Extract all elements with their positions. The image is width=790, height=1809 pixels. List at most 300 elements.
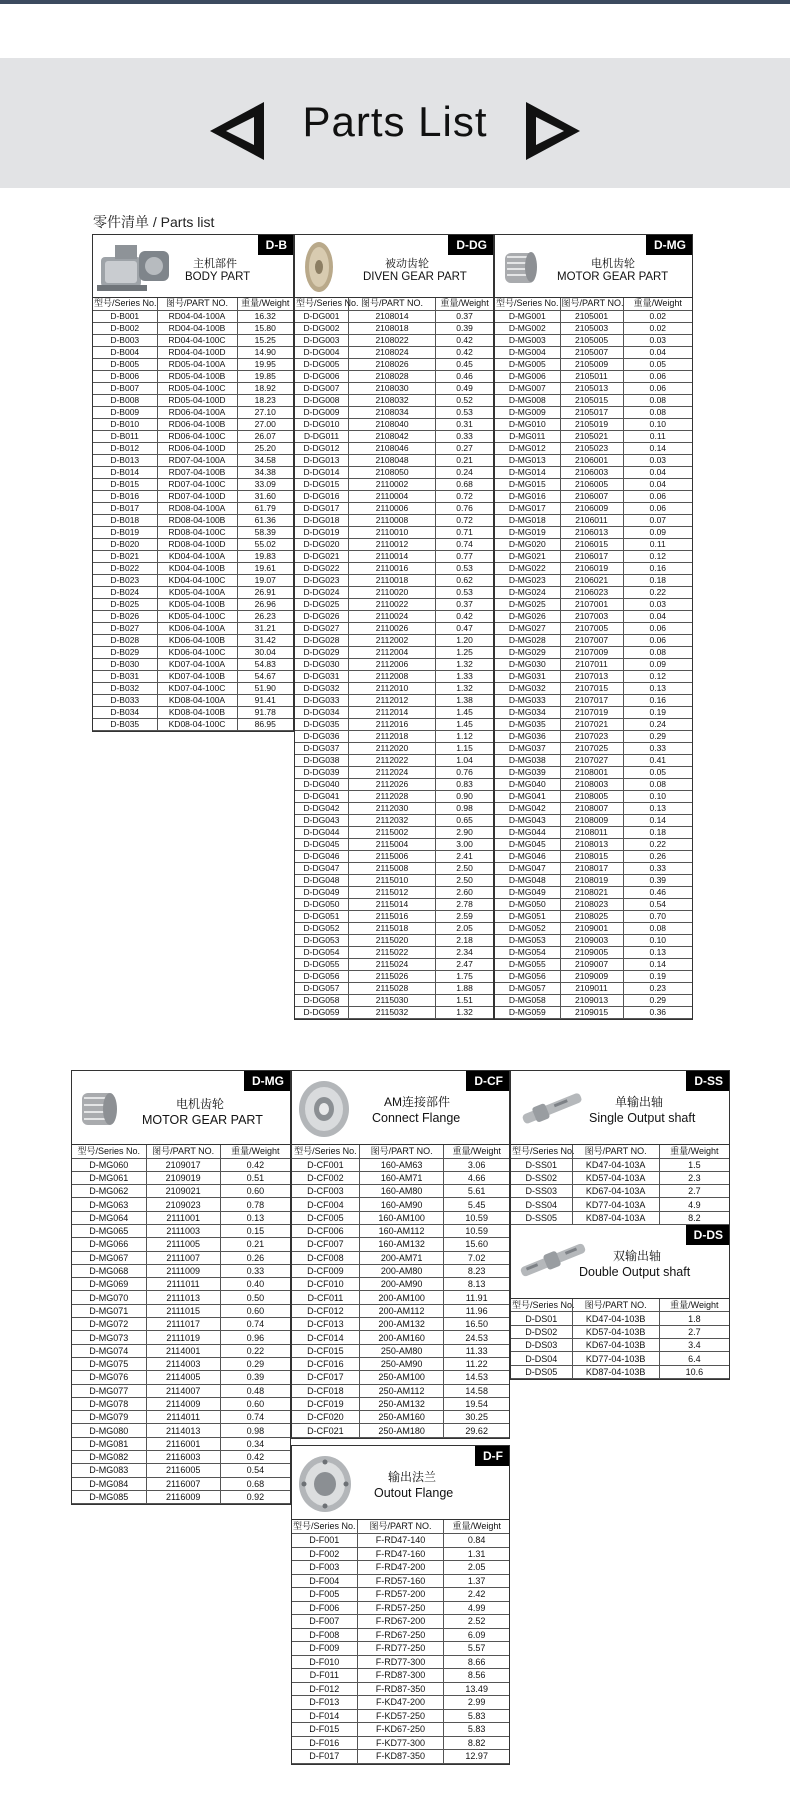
series-no-cell: D-B016	[93, 490, 157, 502]
series-no-cell: D-DG020	[295, 538, 348, 550]
panel-header	[511, 1071, 729, 1145]
weight-cell: 5.83	[444, 1723, 509, 1737]
table-row	[93, 478, 293, 490]
series-no-cell: D-CF014	[292, 1331, 359, 1344]
weight-cell: 0.02	[623, 322, 692, 334]
table-row	[511, 1198, 729, 1211]
part-no-cell: 2106015	[560, 538, 623, 550]
weight-cell: 0.92	[220, 1490, 290, 1503]
series-no-cell: D-MG017	[495, 502, 560, 514]
part-no-cell: 2107001	[560, 598, 623, 610]
weight-cell: 18.92	[237, 382, 293, 394]
part-no-cell: 2115030	[348, 994, 435, 1006]
series-no-cell: D-DG003	[295, 334, 348, 346]
table-row	[292, 1224, 509, 1237]
series-no-cell: D-MG061	[72, 1171, 146, 1184]
series-no-cell: D-CF007	[292, 1238, 359, 1251]
part-no-cell: 2112018	[348, 730, 435, 742]
series-no-cell: D-MG065	[72, 1224, 146, 1237]
weight-cell: 61.36	[237, 514, 293, 526]
table-row	[93, 706, 293, 718]
part-no-cell: RD06-04-100A	[157, 406, 237, 418]
series-no-cell: D-DS05	[511, 1365, 572, 1378]
part-no-cell: KD87-04-103B	[572, 1365, 659, 1378]
table-row	[295, 946, 493, 958]
panel-tag: D-SS	[686, 1071, 729, 1091]
part-no-cell: 2107005	[560, 622, 623, 634]
series-no-cell: D-B026	[93, 610, 157, 622]
part-no-cell: 2115018	[348, 922, 435, 934]
part-no-cell: RD06-04-100C	[157, 430, 237, 442]
weight-cell: 0.39	[623, 874, 692, 886]
series-no-cell: D-MG077	[72, 1384, 146, 1397]
series-no-cell: D-MG028	[495, 634, 560, 646]
series-no-cell: D-CF006	[292, 1224, 359, 1237]
table-row	[495, 718, 692, 730]
part-no-cell: KD05-04-100B	[157, 598, 237, 610]
series-no-cell: D-SS02	[511, 1171, 572, 1184]
part-no-cell: 2112026	[348, 778, 435, 790]
series-no-cell: D-MG047	[495, 862, 560, 874]
table-row	[72, 1490, 290, 1503]
weight-cell: 0.26	[623, 850, 692, 862]
weight-cell: 0.37	[436, 310, 493, 322]
series-no-cell: D-MG042	[495, 802, 560, 814]
series-no-cell: D-CF020	[292, 1411, 359, 1424]
series-no-cell: D-DG058	[295, 994, 348, 1006]
table-row	[495, 406, 692, 418]
weight-cell: 25.20	[237, 442, 293, 454]
table-row	[495, 562, 692, 574]
series-no-cell: D-MG029	[495, 646, 560, 658]
table-row	[93, 586, 293, 598]
panel-title-cn: 双输出轴	[613, 1248, 662, 1263]
series-no-cell: D-F017	[292, 1750, 357, 1764]
motor-gear-icon	[501, 245, 543, 289]
table-row	[93, 370, 293, 382]
table-row	[511, 1171, 729, 1184]
part-no-cell: 2109017	[146, 1158, 220, 1171]
series-no-cell: D-B033	[93, 694, 157, 706]
weight-cell: 19.95	[237, 358, 293, 370]
single-shaft-icon	[515, 1085, 591, 1131]
panel-driven-gear	[294, 234, 494, 1020]
table-row	[93, 634, 293, 646]
col-weight-header: 重量/Weight	[444, 1520, 509, 1534]
table-row	[295, 574, 493, 586]
weight-cell: 0.77	[436, 550, 493, 562]
table-row	[295, 718, 493, 730]
weight-cell: 3.4	[659, 1339, 729, 1352]
series-no-cell: D-DG014	[295, 466, 348, 478]
arrow-right-icon	[524, 100, 582, 162]
table-row	[495, 838, 692, 850]
table-row	[495, 358, 692, 370]
part-no-cell: 2105013	[560, 382, 623, 394]
weight-cell: 0.90	[436, 790, 493, 802]
part-no-cell: 2110006	[348, 502, 435, 514]
title-banner	[0, 58, 790, 188]
table-row	[495, 634, 692, 646]
series-no-cell: D-DG001	[295, 310, 348, 322]
series-no-cell: D-DS04	[511, 1352, 572, 1365]
weight-cell: 4.99	[444, 1601, 509, 1615]
weight-cell: 51.90	[237, 682, 293, 694]
col-part-header: 图号/PART NO.	[561, 298, 624, 309]
series-no-cell: D-DG052	[295, 922, 348, 934]
series-no-cell: D-CF017	[292, 1371, 359, 1384]
weight-cell: 86.95	[237, 718, 293, 730]
weight-cell: 0.76	[436, 502, 493, 514]
table-row	[93, 562, 293, 574]
col-part-header: 图号/PART NO.	[157, 298, 237, 310]
part-no-cell: RD07-04-100A	[157, 454, 237, 466]
part-no-cell: 2112012	[348, 694, 435, 706]
table-row	[93, 658, 293, 670]
part-no-cell: KD67-04-103A	[572, 1185, 659, 1198]
series-no-cell: D-B029	[93, 646, 157, 658]
part-no-cell: 2108007	[560, 802, 623, 814]
table-row	[495, 382, 692, 394]
table-row	[292, 1574, 509, 1588]
part-no-cell: 2110008	[348, 514, 435, 526]
table-row	[72, 1331, 290, 1344]
weight-cell: 0.04	[623, 346, 692, 358]
table-row	[295, 538, 493, 550]
weight-cell: 0.42	[220, 1451, 290, 1464]
series-no-cell: D-CF008	[292, 1251, 359, 1264]
table-row	[495, 958, 692, 970]
table-row	[295, 382, 493, 394]
table-row	[495, 922, 692, 934]
weight-cell: 0.33	[623, 862, 692, 874]
part-no-cell: 2106009	[560, 502, 623, 514]
series-no-cell: D-MG050	[495, 898, 560, 910]
weight-cell: 0.06	[623, 490, 692, 502]
part-no-cell: F-RD67-200	[357, 1615, 444, 1629]
weight-cell: 0.60	[220, 1397, 290, 1410]
panel-title-en: Single Output shaft	[589, 1111, 696, 1125]
weight-cell: 0.62	[436, 574, 493, 586]
series-no-cell: D-SS04	[511, 1198, 572, 1211]
table-row	[495, 1006, 692, 1018]
part-no-cell: F-RD77-300	[357, 1655, 444, 1669]
table-row	[511, 1325, 729, 1338]
part-no-cell: 2108034	[348, 406, 435, 418]
table-row	[292, 1642, 509, 1656]
series-no-cell: D-B005	[93, 358, 157, 370]
series-no-cell: D-DG004	[295, 346, 348, 358]
part-no-cell: 2107021	[560, 718, 623, 730]
weight-cell: 0.11	[623, 538, 692, 550]
part-no-cell: 160-AM100	[359, 1211, 444, 1224]
table-row	[495, 658, 692, 670]
table-row	[93, 502, 293, 514]
table-row	[292, 1397, 509, 1410]
weight-cell: 0.33	[623, 742, 692, 754]
series-no-cell: D-CF021	[292, 1424, 359, 1437]
table-row	[295, 394, 493, 406]
table-row	[495, 622, 692, 634]
table-row	[93, 694, 293, 706]
weight-cell: 2.42	[444, 1588, 509, 1602]
table-row	[511, 1352, 729, 1365]
series-no-cell: D-MG071	[72, 1304, 146, 1317]
table-row	[93, 574, 293, 586]
weight-cell: 19.83	[237, 550, 293, 562]
weight-cell: 0.24	[436, 466, 493, 478]
series-no-cell: D-MG044	[495, 826, 560, 838]
part-no-cell: KD08-04-100A	[157, 694, 237, 706]
series-no-cell: D-MG063	[72, 1198, 146, 1211]
panel-output-flange	[291, 1445, 510, 1765]
series-no-cell: D-CF015	[292, 1344, 359, 1357]
table-row	[511, 1158, 729, 1171]
series-no-cell: D-DS02	[511, 1325, 572, 1338]
table-row	[295, 814, 493, 826]
panel-title-en: Double Output shaft	[579, 1264, 691, 1279]
part-no-cell: 2110020	[348, 586, 435, 598]
weight-cell: 24.53	[444, 1331, 509, 1344]
part-no-cell: 2112006	[348, 658, 435, 670]
col-series-header: 型号/Series No.	[292, 1520, 357, 1534]
weight-cell: 0.03	[623, 334, 692, 346]
section-subtitle: 零件清单 / Parts list	[93, 214, 215, 230]
table-row	[295, 442, 493, 454]
table-row	[93, 598, 293, 610]
weight-cell: 15.80	[237, 322, 293, 334]
part-no-cell: 2110002	[348, 478, 435, 490]
weight-cell: 2.3	[659, 1171, 729, 1184]
table-row	[295, 778, 493, 790]
series-no-cell: D-MG005	[495, 358, 560, 370]
weight-cell: 0.13	[623, 946, 692, 958]
table-row	[495, 670, 692, 682]
series-no-cell: D-F005	[292, 1588, 357, 1602]
series-no-cell: D-DG016	[295, 490, 348, 502]
weight-cell: 0.37	[436, 598, 493, 610]
part-no-cell: KD67-04-103B	[572, 1339, 659, 1352]
part-no-cell: RD05-04-100A	[157, 358, 237, 370]
weight-cell: 58.39	[237, 526, 293, 538]
col-weight-header: 重量/Weight	[623, 298, 692, 310]
col-part-header: 图号/PART NO.	[572, 1145, 659, 1158]
table-row	[495, 538, 692, 550]
table-row	[495, 946, 692, 958]
part-no-cell: 250-AM132	[359, 1397, 444, 1410]
weight-cell: 0.36	[623, 1006, 692, 1018]
series-no-cell: D-DG008	[295, 394, 348, 406]
part-no-cell: 2108048	[348, 454, 435, 466]
series-no-cell: D-B010	[93, 418, 157, 430]
part-no-cell: KD57-04-103A	[572, 1171, 659, 1184]
part-no-cell: 2114013	[146, 1424, 220, 1437]
panel-title-en: MOTOR GEAR PART	[142, 1113, 263, 1127]
part-no-cell: 2106019	[560, 562, 623, 574]
part-no-cell: 2115022	[348, 946, 435, 958]
weight-cell: 1.31	[444, 1547, 509, 1561]
series-no-cell: D-DG026	[295, 610, 348, 622]
table-row	[72, 1251, 290, 1264]
table-row	[72, 1171, 290, 1184]
table-row	[495, 898, 692, 910]
weight-cell: 8.66	[444, 1655, 509, 1669]
table-row	[295, 634, 493, 646]
table-row	[93, 454, 293, 466]
weight-cell: 2.52	[444, 1615, 509, 1629]
series-no-cell: D-MG036	[495, 730, 560, 742]
series-no-cell: D-SS05	[511, 1211, 572, 1224]
part-no-cell: 2109015	[560, 1006, 623, 1018]
part-no-cell: F-KD47-200	[357, 1696, 444, 1710]
table-row	[295, 322, 493, 334]
panel-title-cn: 电机齿轮	[176, 1097, 225, 1111]
weight-cell: 0.39	[220, 1371, 290, 1384]
table-row	[495, 586, 692, 598]
table-row	[93, 622, 293, 634]
weight-cell: 2.60	[436, 886, 493, 898]
panel-title-cn: 单输出轴	[615, 1095, 664, 1109]
parts-table	[511, 1145, 729, 1225]
part-no-cell: 160-AM90	[359, 1198, 444, 1211]
series-no-cell: D-MG074	[72, 1344, 146, 1357]
panel-header	[292, 1446, 509, 1520]
table-row	[495, 610, 692, 622]
part-no-cell: KD47-04-103B	[572, 1312, 659, 1325]
part-no-cell: F-RD87-350	[357, 1682, 444, 1696]
series-no-cell: D-MG084	[72, 1477, 146, 1490]
part-no-cell: 2111007	[146, 1251, 220, 1264]
series-no-cell: D-CF012	[292, 1304, 359, 1317]
part-no-cell: 2111017	[146, 1318, 220, 1331]
series-no-cell: D-CF010	[292, 1278, 359, 1291]
part-no-cell: 2115010	[348, 874, 435, 886]
series-no-cell: D-DG039	[295, 766, 348, 778]
part-no-cell: 2112022	[348, 754, 435, 766]
table-row	[292, 1669, 509, 1683]
gearbox-body-icon	[95, 239, 175, 295]
parts-table	[292, 1520, 509, 1764]
table-row	[295, 598, 493, 610]
weight-cell: 14.90	[237, 346, 293, 358]
col-weight-header: 重量/Weight	[444, 1145, 509, 1158]
weight-cell: 8.56	[444, 1669, 509, 1683]
series-no-cell: D-F002	[292, 1547, 357, 1561]
weight-cell: 0.18	[623, 574, 692, 586]
part-no-cell: RD08-04-100C	[157, 526, 237, 538]
part-no-cell: RD04-04-100C	[157, 334, 237, 346]
series-no-cell: D-MG007	[495, 382, 560, 394]
part-no-cell: 2108021	[560, 886, 623, 898]
part-no-cell: RD05-04-100B	[157, 370, 237, 382]
table-row	[72, 1278, 290, 1291]
part-no-cell: 2107009	[560, 646, 623, 658]
series-no-cell: D-DG047	[295, 862, 348, 874]
part-no-cell: KD04-04-100B	[157, 562, 237, 574]
part-no-cell: 2108003	[560, 778, 623, 790]
part-no-cell: 2106011	[560, 514, 623, 526]
table-row	[72, 1397, 290, 1410]
weight-cell: 0.42	[436, 334, 493, 346]
weight-cell: 10.6	[659, 1365, 729, 1378]
weight-cell: 2.41	[436, 850, 493, 862]
weight-cell: 0.98	[220, 1424, 290, 1437]
panel-tag: D-B	[258, 235, 293, 255]
part-no-cell: 2105015	[560, 394, 623, 406]
table-row	[72, 1371, 290, 1384]
weight-cell: 0.83	[436, 778, 493, 790]
weight-cell: 2.50	[436, 874, 493, 886]
part-no-cell: KD07-04-100C	[157, 682, 237, 694]
series-no-cell: D-MG078	[72, 1397, 146, 1410]
table-row	[292, 1264, 509, 1277]
weight-cell: 11.33	[444, 1344, 509, 1357]
part-no-cell: 160-AM71	[359, 1171, 444, 1184]
table-row	[292, 1171, 509, 1184]
series-no-cell: D-DG009	[295, 406, 348, 418]
part-no-cell: 200-AM71	[359, 1251, 444, 1264]
weight-cell: 0.33	[220, 1264, 290, 1277]
table-row	[495, 322, 692, 334]
table-row	[495, 646, 692, 658]
table-row	[93, 670, 293, 682]
table-row	[292, 1158, 509, 1171]
weight-cell: 54.83	[237, 658, 293, 670]
weight-cell: 61.79	[237, 502, 293, 514]
series-no-cell: D-DG019	[295, 526, 348, 538]
table-row	[72, 1264, 290, 1277]
part-no-cell: RD08-04-100D	[157, 538, 237, 550]
part-no-cell: 2107017	[560, 694, 623, 706]
table-row	[295, 430, 493, 442]
table-row	[295, 826, 493, 838]
part-no-cell: 2112014	[348, 706, 435, 718]
table-row	[495, 706, 692, 718]
weight-cell: 0.06	[623, 382, 692, 394]
series-no-cell: D-DG024	[295, 586, 348, 598]
table-row	[93, 418, 293, 430]
weight-cell: 8.2	[659, 1211, 729, 1224]
table-row	[495, 826, 692, 838]
part-no-cell: F-KD77-300	[357, 1736, 444, 1750]
table-row	[495, 550, 692, 562]
series-no-cell: D-CF018	[292, 1384, 359, 1397]
parts-table	[292, 1145, 509, 1438]
series-no-cell: D-MG079	[72, 1411, 146, 1424]
table-row	[93, 550, 293, 562]
parts-table	[511, 1299, 729, 1379]
table-row	[495, 982, 692, 994]
table-row	[495, 394, 692, 406]
table-row	[495, 886, 692, 898]
weight-cell: 0.29	[220, 1357, 290, 1370]
weight-cell: 0.68	[436, 478, 493, 490]
series-no-cell: D-MG040	[495, 778, 560, 790]
weight-cell: 0.52	[436, 394, 493, 406]
series-no-cell: D-F015	[292, 1723, 357, 1737]
weight-cell: 4.9	[659, 1198, 729, 1211]
part-no-cell: 2107011	[560, 658, 623, 670]
weight-cell: 1.75	[436, 970, 493, 982]
part-no-cell: 2110026	[348, 622, 435, 634]
series-no-cell: D-MG060	[72, 1158, 146, 1171]
series-no-cell: D-DG049	[295, 886, 348, 898]
series-no-cell: D-DG051	[295, 910, 348, 922]
table-row	[495, 874, 692, 886]
part-no-cell: 2108009	[560, 814, 623, 826]
table-row	[93, 718, 293, 730]
part-no-cell: 2112016	[348, 718, 435, 730]
